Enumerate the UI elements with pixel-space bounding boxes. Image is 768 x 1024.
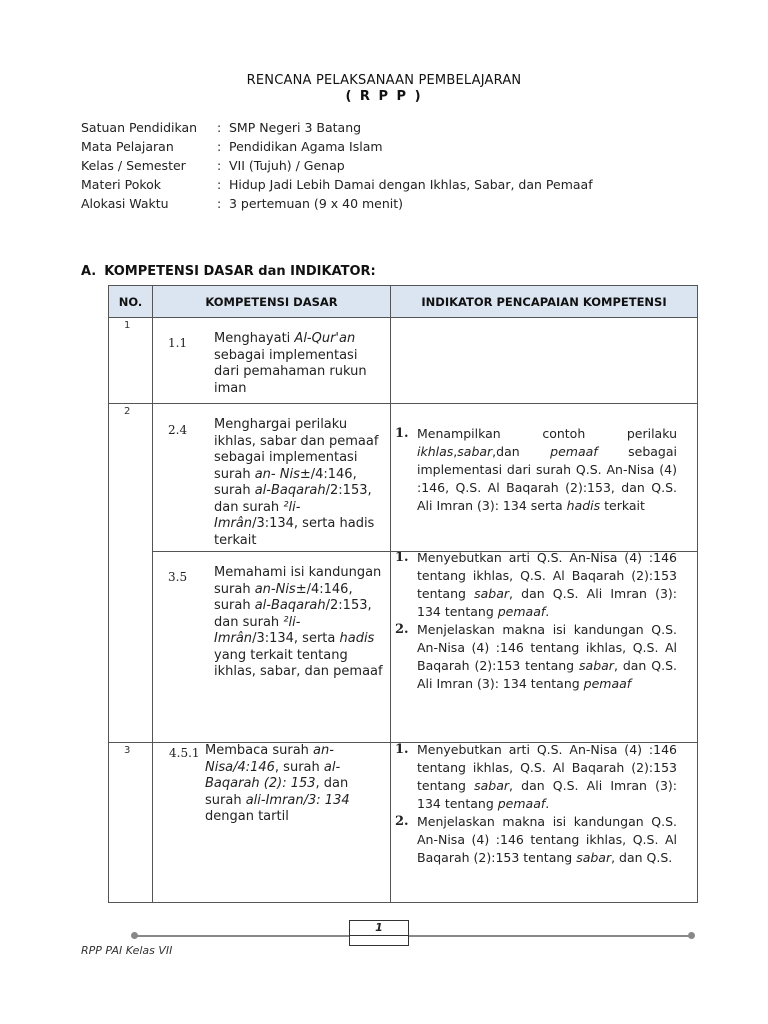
italic-term: al-Baqarah (2): 153 [205, 759, 341, 791]
italic-term: pemaaf [497, 604, 546, 619]
kd-text: Menghayati Al-Qur'an sebagai implementasi dari pemahaman rukun iman [214, 331, 367, 396]
indicator-number: 2. [395, 814, 409, 829]
info-value: 3 pertemuan (9 x 40 menit) [229, 196, 404, 211]
row-number: 1 [109, 318, 153, 404]
kd-cell [153, 552, 391, 743]
indicator-number: 1. [395, 552, 409, 565]
italic-term: hadis [566, 498, 601, 513]
footer-rule-end [131, 932, 138, 939]
italic-term: sabar [579, 658, 614, 673]
indicator-item: 1. Menyebutkan arti Q.S. An-Nisa (4) :146 tentang ikhlas, Q.S. Al Baqarah (2):153 tentang sabar, dan Q.S. Ali Imran (3): 134 tentang pemaaf. [395, 743, 677, 811]
italic-term: Al-Qur'an [294, 331, 356, 346]
table-row [109, 552, 698, 743]
indicator-list [395, 425, 677, 515]
indicator-number: 1. [395, 743, 409, 757]
document-title: RENCANA PELAKSANAAN PEMBELAJARAN [246, 73, 522, 88]
table-header-row [109, 286, 698, 318]
info-value: Pendidikan Agama Islam [229, 139, 383, 154]
italic-term: ²li-Imrân [214, 499, 301, 531]
italic-term: al-Baqarah [254, 483, 326, 498]
section-title: KOMPETENSI DASAR dan INDIKATOR: [104, 264, 376, 279]
kd-text: Membaca surah an-Nisa/4:146, surah al-Baqarah (2): 153, dan surah ali-Imran/3: 134 dengan tartil [205, 743, 350, 824]
italic-term: ²li-Imrân [214, 614, 301, 646]
indicator-cell [391, 404, 698, 552]
indicator-number: 1. [395, 426, 409, 441]
header-indikator: INDIKATOR PENCAPAIAN KOMPETENSI [391, 286, 698, 318]
header-kompetensi-dasar: KOMPETENSI DASAR [153, 286, 391, 318]
italic-term: pemaaf [583, 676, 632, 691]
italic-term: pemaaf [550, 444, 598, 459]
indicator-cell [391, 552, 698, 743]
indicator-item: 2. Menjelaskan makna isi kandungan Q.S. An-Nisa (4) :146 tentang ikhlas, Q.S. Al Baqarah (2):153 tentang sabar, dan Q.S. [395, 814, 677, 865]
info-label: Materi Pokok [81, 177, 162, 192]
kd-code: 1.1 [168, 336, 188, 350]
italic-term: al-Baqarah [254, 598, 326, 613]
italic-term: an-Nis± [254, 581, 307, 597]
page-number: 1 [375, 921, 383, 934]
italic-term: ikhlas [417, 444, 454, 459]
info-value: Hidup Jadi Lebih Damai dengan Ikhlas, Sabar, dan Pemaaf [229, 177, 593, 192]
info-label: Mata Pelajaran [81, 139, 174, 154]
table-row [109, 318, 698, 404]
section-heading [81, 264, 376, 279]
document-subtitle: ( R P P ) [345, 89, 423, 104]
italic-term: an- Nis± [254, 466, 311, 482]
info-value: VII (Tujuh) / Genap [229, 158, 345, 173]
info-label: Satuan Pendidikan [81, 120, 198, 135]
kd-code: 3.5 [168, 570, 188, 584]
page-number-box [349, 920, 409, 946]
kd-code: 2.4 [168, 423, 188, 437]
indicator-list [395, 743, 677, 867]
indicator-item: 2. Menjelaskan makna isi kandungan Q.S. An-Nisa (4) :146 tentang ikhlas, Q.S. Al Baqarah (2):153 tentang sabar, dan Q.S. Ali Imran (3): 134 tentang pemaaf [395, 622, 677, 691]
competency-table [108, 285, 698, 903]
kd-cell [153, 318, 391, 404]
indicator-list [395, 552, 677, 693]
row-number [109, 552, 153, 743]
italic-term: sabar [474, 586, 509, 601]
row-number: 3 [109, 743, 153, 903]
table-row [109, 404, 698, 552]
info-value: SMP Negeri 3 Batang [229, 120, 362, 135]
indicator-item: 1. Menampilkan contoh perilaku ikhlas,sabar,dan pemaaf sebagai implementasi dari surah Q.S. An-Nisa (4) :146, Q.S. Al Baqarah (2):153, dan Q.S. Ali Imran (3): 134 serta hadis terkait [395, 426, 678, 513]
section-letter: A. [81, 264, 97, 279]
italic-term: sabar [457, 444, 493, 459]
header-no: NO. [109, 286, 153, 318]
kd-cell [153, 743, 391, 903]
indicator-cell [391, 743, 698, 903]
info-label: Alokasi Waktu [81, 196, 169, 211]
footer-rule-end [688, 932, 695, 939]
indicator-item: 1. Menyebutkan arti Q.S. An-Nisa (4) :146 tentang ikhlas, Q.S. Al Baqarah (2):153 tentang sabar, dan Q.S. Ali Imran (3): 134 tentang pemaaf. [395, 552, 677, 621]
table-row [109, 743, 698, 903]
italic-term: hadis [339, 631, 375, 646]
kd-code: 4.5.1 [169, 746, 200, 760]
kd-text: Memahami isi kandungan surah an-Nis±/4:146, surah al-Baqarah/2:153, dan surah ²li-Imrân/3:134, serta hadis yang terkait tentang ikhlas, sabar, dan pemaaf [214, 565, 383, 679]
italic-term: pemaaf [497, 796, 546, 811]
footer-doc-label: RPP PAI Kelas VII [81, 944, 173, 957]
indicator-number: 2. [395, 622, 409, 637]
italic-term: sabar [576, 850, 612, 865]
italic-term: ali-Imran/3: 134 [245, 792, 350, 808]
footer-rule [134, 935, 692, 937]
kd-cell [153, 404, 391, 552]
italic-term: an-Nisa/4:146 [205, 743, 334, 775]
kd-text: Menghargai perilaku ikhlas, sabar dan pemaaf sebagai implementasi surah an- Nis±/4:146, surah al-Baqarah/2:153, dan surah ²li-Imrân/3:134, serta hadis terkait [214, 417, 379, 548]
identity-block: Satuan Pendidikan : SMP Negeri 3 Batang Mata Pelajaran : Pendidikan Agama Islam Kelas / Semester : VII (Tujuh) / Genap Materi Pokok : Hidup Jadi Lebih Damai dengan Ikhlas, Sabar, dan Pemaaf Alokasi Waktu : 3 pertemuan (9 x 40 menit) [81, 120, 593, 211]
indicator-cell [391, 318, 698, 404]
italic-term: sabar [474, 778, 509, 793]
info-label: Kelas / Semester [81, 158, 186, 173]
row-number: 2 [109, 404, 153, 552]
